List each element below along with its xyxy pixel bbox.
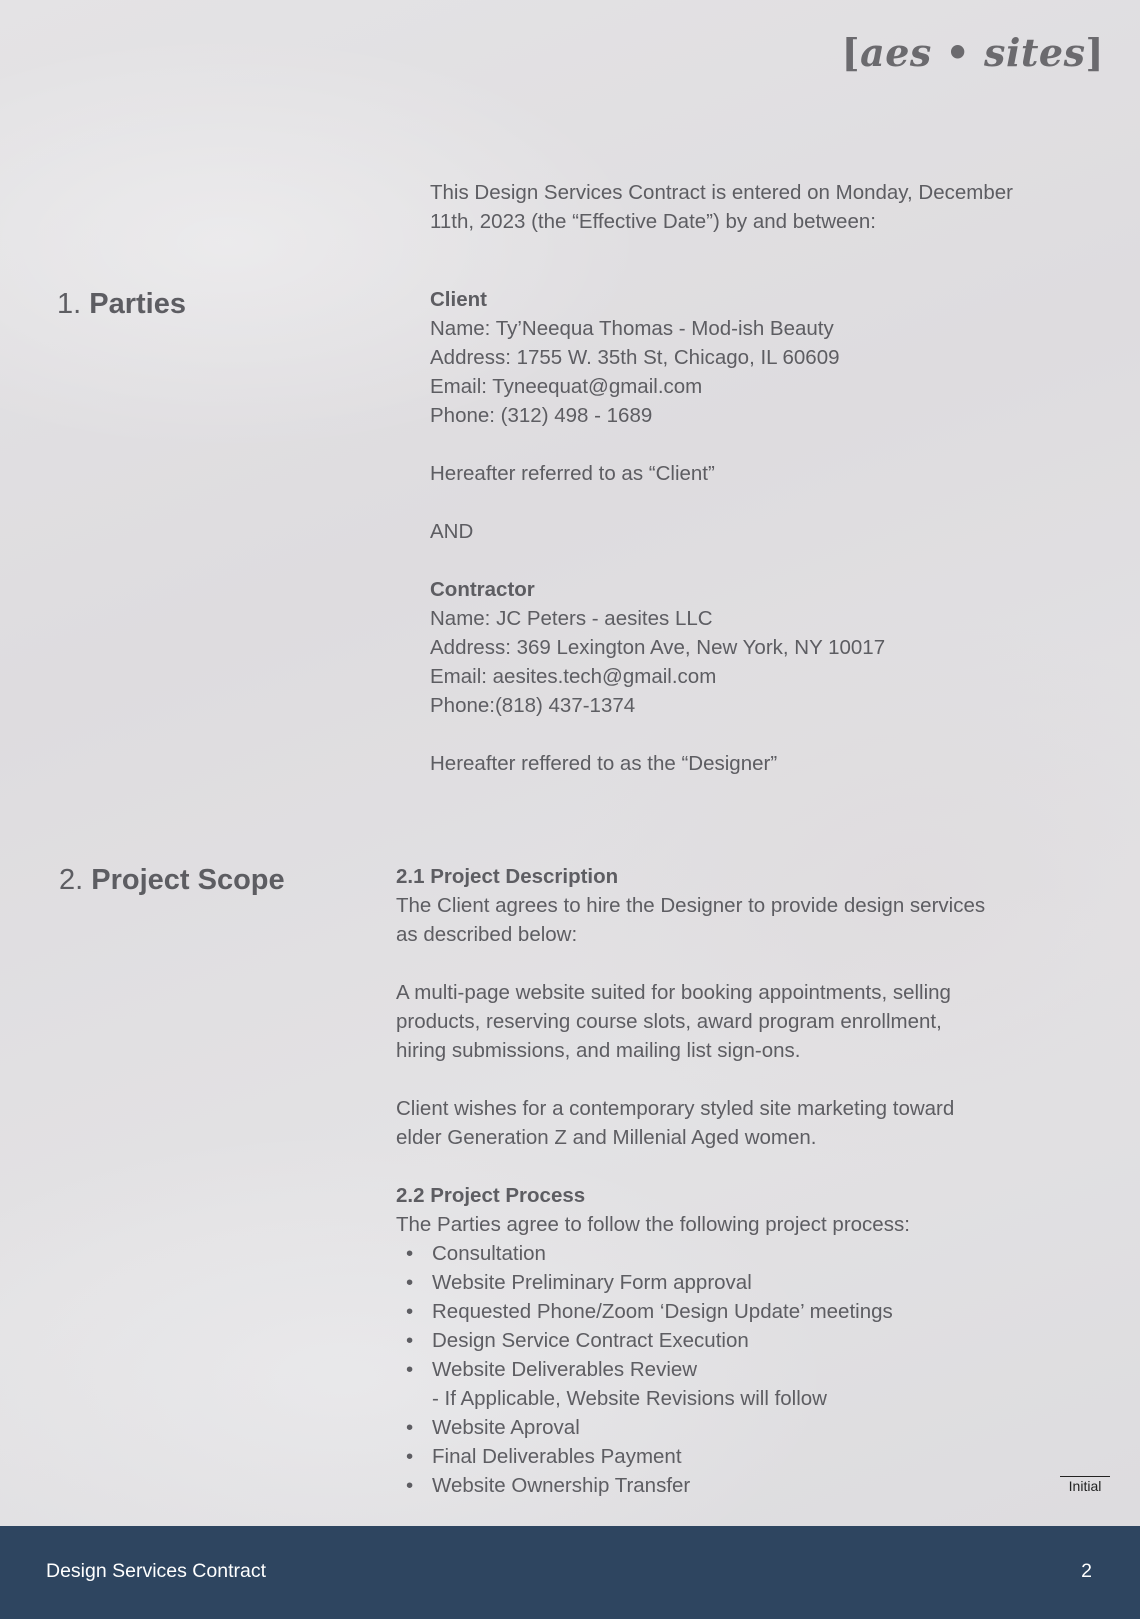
- footer-bar: [0, 1526, 1140, 1619]
- process-subitem: - If Applicable, Website Revisions will follow: [432, 1387, 827, 1410]
- client-heading: Client: [430, 288, 487, 311]
- process-item: • Website Aproval: [396, 1413, 985, 1442]
- client-phone: Phone: (312) 498 - 1689: [430, 404, 653, 427]
- intro-paragraph: [430, 178, 1013, 236]
- process-item: • Final Deliverables Payment: [396, 1442, 985, 1471]
- process-item: • Consultation: [396, 1239, 985, 1268]
- logo-close-bracket: ]: [1085, 30, 1104, 75]
- and-text: AND: [430, 520, 474, 543]
- process-item: • Design Service Contract Execution: [396, 1326, 985, 1355]
- process-item: • Website Preliminary Form approval: [396, 1268, 985, 1297]
- section-heading-parties: [57, 288, 186, 321]
- process-list: [396, 1239, 985, 1500]
- project-scope-block: [396, 862, 985, 1500]
- process-item: • Website Deliverables Review: [396, 1355, 985, 1384]
- contractor-referred: Hereafter reffered to as the “Designer”: [430, 752, 778, 775]
- section-number: 2.: [59, 864, 84, 896]
- intro-line: 11th, 2023 (the “Effective Date”) by and between:: [430, 210, 876, 233]
- description-line: as described below:: [396, 923, 578, 946]
- process-item: • Requested Phone/Zoom ‘Design Update’ meetings: [396, 1297, 985, 1326]
- contractor-heading: Contractor: [430, 578, 535, 601]
- project-process-heading: 2.2 Project Process: [396, 1184, 586, 1207]
- page-number: 2: [1081, 1560, 1092, 1582]
- section-heading-project-scope: [59, 864, 285, 897]
- process-item: • Website Ownership Transfer: [396, 1471, 985, 1500]
- client-name: Name: Ty’Neequa Thomas - Mod-ish Beauty: [430, 317, 834, 340]
- contractor-name: Name: JC Peters - aesites LLC: [430, 607, 713, 630]
- website-line: A multi-page website suited for booking appointments, selling: [396, 981, 951, 1004]
- parties-block: [430, 285, 885, 778]
- style-line: elder Generation Z and Millenial Aged women.: [396, 1126, 817, 1149]
- client-address: Address: 1755 W. 35th St, Chicago, IL 60609: [430, 346, 840, 369]
- aes-sites-logo: [842, 30, 1104, 75]
- style-line: Client wishes for a contemporary styled site marketing toward: [396, 1097, 955, 1120]
- contractor-address: Address: 369 Lexington Ave, New York, NY 10017: [430, 636, 886, 659]
- description-line: The Client agrees to hire the Designer to provide design services: [396, 894, 986, 917]
- section-title: Parties: [89, 288, 186, 320]
- process-intro: The Parties agree to follow the following project process:: [396, 1213, 910, 1236]
- footer-document-title: Design Services Contract: [46, 1560, 267, 1582]
- contractor-phone: Phone:(818) 437-1374: [430, 694, 636, 717]
- intro-line: This Design Services Contract is entered on Monday, December: [430, 181, 1013, 204]
- section-title: Project Scope: [91, 864, 285, 896]
- initial-signature-line: Initial: [1060, 1476, 1110, 1494]
- logo-text: aes • sites: [860, 30, 1086, 75]
- project-description-heading: 2.1 Project Description: [396, 865, 619, 888]
- client-email: Email: Tyneequat@gmail.com: [430, 375, 703, 398]
- client-referred: Hereafter referred to as “Client”: [430, 462, 715, 485]
- section-number: 1.: [57, 288, 82, 320]
- website-line: hiring submissions, and mailing list sign-ons.: [396, 1039, 801, 1062]
- logo-open-bracket: [: [841, 30, 861, 75]
- contractor-email: Email: aesites.tech@gmail.com: [430, 665, 717, 688]
- website-line: products, reserving course slots, award program enrollment,: [396, 1010, 942, 1033]
